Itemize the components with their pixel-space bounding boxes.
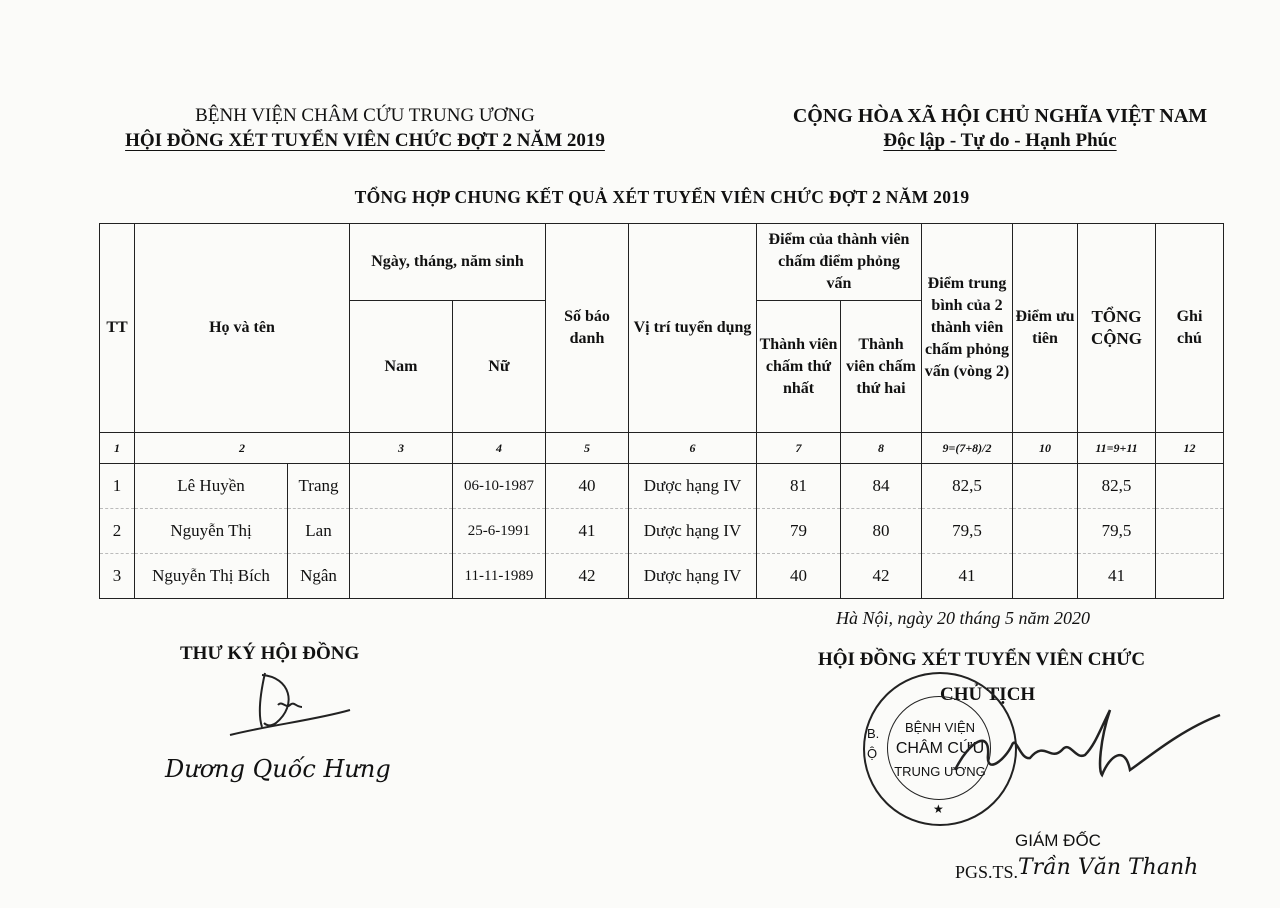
left-header-line1: BỆNH VIỆN CHÂM CỨU TRUNG ƯƠNG [195, 105, 535, 126]
cell-sbd: 41 [546, 509, 629, 554]
table-row [100, 509, 1224, 554]
council-role: CHỦ TỊCH [940, 684, 1036, 705]
cell-average: 41 [922, 554, 1013, 599]
cell-female: 06-10-1987 [453, 464, 546, 509]
index-cell: 9=(7+8)/2 [922, 433, 1013, 464]
cell-tt: 3 [100, 554, 135, 599]
secretary-name: Dương Quốc Hưng [165, 755, 391, 783]
cell-sbd: 42 [546, 554, 629, 599]
chairman-signature [950, 700, 1230, 800]
stamp-side-text: B.Ộ [867, 726, 880, 761]
cell-position: Dược hạng IV [629, 464, 757, 509]
header-dob: Ngày, tháng, năm sinh [350, 224, 546, 301]
cell-member1: 79 [757, 509, 841, 554]
index-cell: 5 [546, 433, 629, 464]
header-total: TỔNG CỘNG [1078, 224, 1156, 433]
header-sbd: Số báo danh [546, 224, 629, 433]
index-row [100, 433, 1224, 464]
cell-position: Dược hạng IV [629, 509, 757, 554]
council-name-prefix: PGS.TS. [955, 862, 1019, 882]
cell-sbd: 40 [546, 464, 629, 509]
index-cell: 10 [1013, 433, 1078, 464]
secretary-title: THƯ KÝ HỘI ĐỒNG [180, 643, 360, 664]
table-row [100, 464, 1224, 509]
cell-first-name: Trang [288, 464, 350, 509]
council-name: Trần Văn Thanh [1018, 855, 1199, 880]
index-cell: 3 [350, 433, 453, 464]
cell-tt: 2 [100, 509, 135, 554]
cell-total: 41 [1078, 554, 1156, 599]
cell-priority [1013, 509, 1078, 554]
cell-priority [1013, 464, 1078, 509]
header-member1: Thành viên chấm thứ nhất [757, 301, 841, 433]
index-cell: 1 [100, 433, 135, 464]
index-cell: 4 [453, 433, 546, 464]
cell-member2: 42 [841, 554, 922, 599]
cell-female: 11-11-1989 [453, 554, 546, 599]
header-tt: TT [100, 224, 135, 433]
cell-member1: 81 [757, 464, 841, 509]
cell-last-name: Nguyễn Thị Bích [135, 554, 288, 599]
header-male: Nam [350, 301, 453, 433]
stamp-line2: CHÂM CỨU [895, 740, 985, 757]
header-position: Vị trí tuyển dụng [629, 224, 757, 433]
header-female: Nữ [453, 301, 546, 433]
council-position: GIÁM ĐỐC [1015, 831, 1101, 850]
cell-male [350, 509, 453, 554]
header-interview: Điểm của thành viên chấm điểm phỏng vấn [757, 224, 922, 301]
results-table [99, 223, 1224, 599]
cell-member1: 40 [757, 554, 841, 599]
cell-average: 82,5 [922, 464, 1013, 509]
index-cell: 12 [1156, 433, 1224, 464]
date-line: Hà Nội, ngày 20 tháng 5 năm 2020 [836, 608, 1090, 628]
cell-note [1156, 554, 1224, 599]
cell-position: Dược hạng IV [629, 554, 757, 599]
right-header-line1: CỘNG HÒA XÃ HỘI CHỦ NGHĨA VIỆT NAM [792, 105, 1208, 127]
cell-priority [1013, 554, 1078, 599]
cell-member2: 80 [841, 509, 922, 554]
cell-first-name: Ngân [288, 554, 350, 599]
right-header-line2: Độc lập - Tự do - Hạnh Phúc [883, 130, 1117, 151]
cell-last-name: Lê Huyền [135, 464, 288, 509]
cell-note [1156, 509, 1224, 554]
header-priority: Điểm ưu tiên [1013, 224, 1078, 433]
cell-total: 79,5 [1078, 509, 1156, 554]
cell-male [350, 554, 453, 599]
cell-first-name: Lan [288, 509, 350, 554]
secretary-signature [220, 665, 360, 745]
stamp-line3: TRUNG ƯƠNG [894, 764, 986, 779]
star-icon: ★ [933, 802, 944, 816]
cell-female: 25-6-1991 [453, 509, 546, 554]
cell-member2: 84 [841, 464, 922, 509]
stamp-line1: BỆNH VIỆN [904, 720, 976, 735]
header-average: Điểm trung bình của 2 thành viên chấm phỏng vấn (vòng 2) [922, 224, 1013, 433]
document-title: TỔNG HỢP CHUNG KẾT QUẢ XÉT TUYỂN VIÊN CHỨC ĐỢT 2 NĂM 2019 [354, 187, 970, 207]
header-note: Ghi chú [1156, 224, 1224, 433]
index-cell: 7 [757, 433, 841, 464]
index-cell: 2 [135, 433, 350, 464]
index-cell: 6 [629, 433, 757, 464]
cell-total: 82,5 [1078, 464, 1156, 509]
cell-tt: 1 [100, 464, 135, 509]
header-member2: Thành viên chấm thứ hai [841, 301, 922, 433]
index-cell: 8 [841, 433, 922, 464]
header-name: Họ và tên [135, 224, 350, 433]
cell-last-name: Nguyễn Thị [135, 509, 288, 554]
cell-note [1156, 464, 1224, 509]
cell-average: 79,5 [922, 509, 1013, 554]
left-header-line2: HỘI ĐỒNG XÉT TUYỂN VIÊN CHỨC ĐỢT 2 NĂM 2019 [125, 130, 605, 151]
cell-male [350, 464, 453, 509]
council-title: HỘI ĐỒNG XÉT TUYỂN VIÊN CHỨC [818, 649, 1146, 670]
index-cell: 11=9+11 [1078, 433, 1156, 464]
table-row [100, 554, 1224, 599]
